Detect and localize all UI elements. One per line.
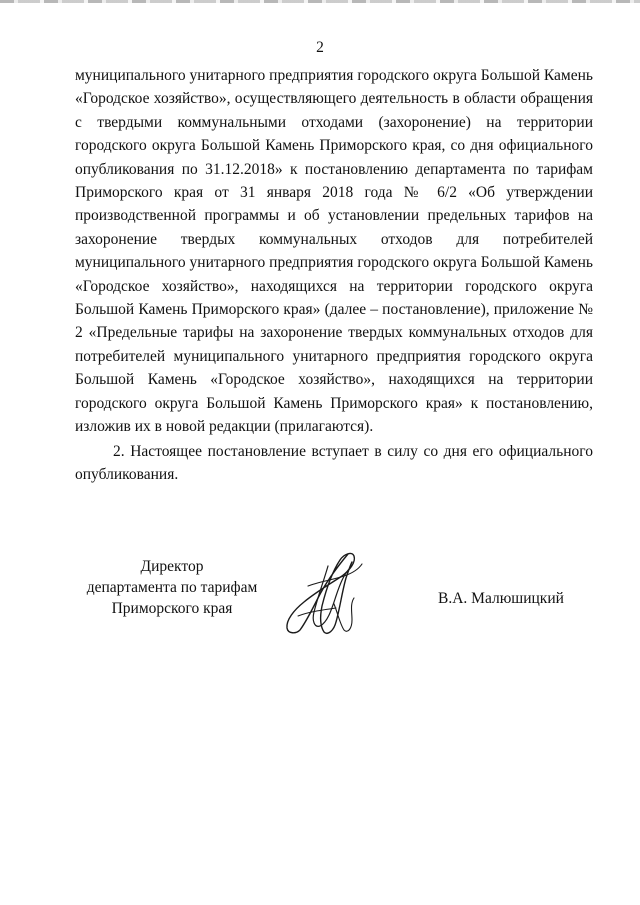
signatory-position-line-2: департамента по тарифам bbox=[86, 579, 258, 596]
paragraph-continuation: муниципального унитарного предприятия городского округа Большой Камень «Городское хозяйство», осуществляющего деятельность в области обращения с твердыми коммунальными отходами (захоронение) на территории городского округа Большой Камень Приморского края, со дня официального опубликования по 31.12.2018» к постановлению департамента по тарифам Приморского края от 31 января 2018 года № 6/2 «Об утверждении производственной программы и об установлении предельных тарифов на захоронение твердых коммунальных отходов для потребителей муниципального унитарного предприятия городского округа Большой Камень «Городское хозяйство», находящихся на территории городского округа Большой Камень Приморского края» (далее – постановление), приложение № 2 «Предельные тарифы на захоронение твердых коммунальных отходов для потребителей муниципального унитарного предприятия городского округа Большой Камень «Городское хозяйство», находящихся на территории городского округа Большой Камень Приморского края» к постановлению, изложив их в новой редакции (прилагаются). bbox=[75, 67, 593, 436]
signatory-position-line-1: Директор bbox=[140, 558, 204, 575]
paragraph-item-2: 2. Настоящее постановление вступает в силу со дня его официального опубликования. bbox=[75, 442, 593, 483]
page-number: 2 bbox=[316, 39, 324, 56]
document-body bbox=[75, 64, 593, 486]
signer-name: В.А. Малюшицкий bbox=[438, 590, 564, 607]
scan-top-edge bbox=[0, 0, 640, 3]
signatory-position bbox=[72, 556, 272, 619]
signatory-position-line-3: Приморского края bbox=[111, 600, 233, 617]
handwritten-signature bbox=[278, 546, 370, 638]
